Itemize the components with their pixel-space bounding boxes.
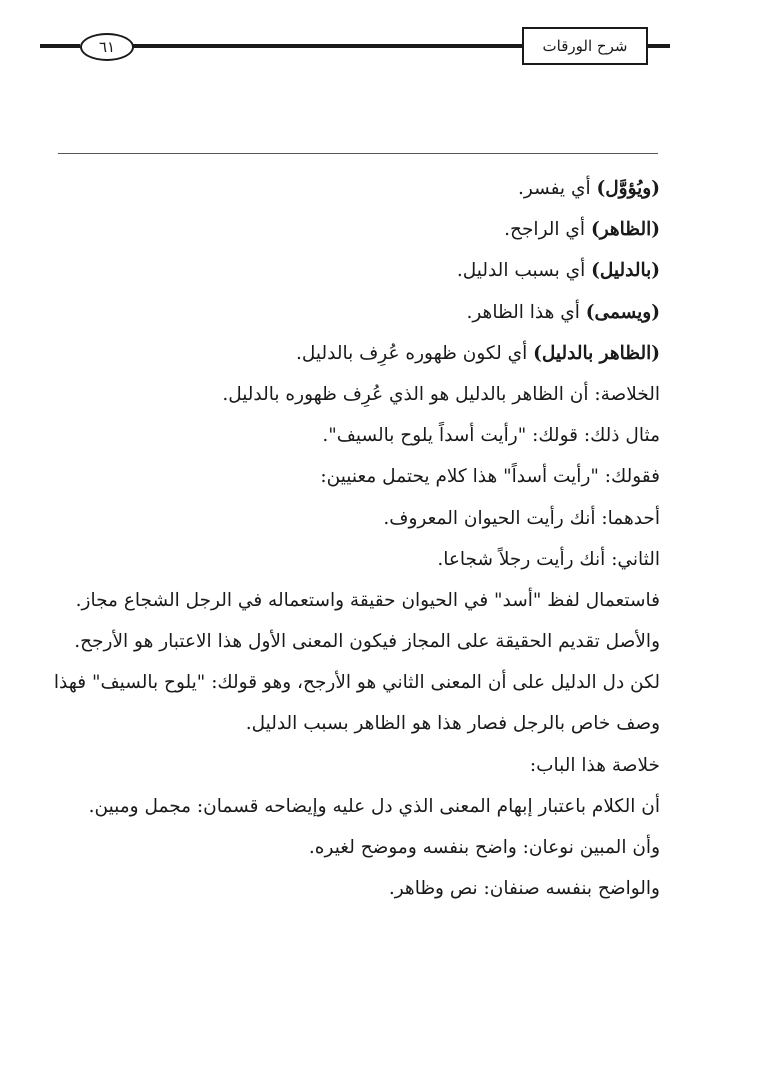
term: (ويُؤوَّل)	[596, 178, 660, 199]
paragraph-text: وصف خاص بالرجل فصار هذا هو الظاهر بسبب الدليل.	[245, 713, 660, 735]
text-line	[70, 374, 660, 415]
text-line	[70, 456, 660, 497]
header-separator	[58, 153, 658, 154]
gloss: أي هذا الظاهر.	[466, 301, 586, 323]
term: (الظاهر بالدليل)	[533, 342, 660, 364]
paragraph-text: وأن المبين نوعان: واضح بنفسه وموضح لغيره.	[308, 837, 660, 858]
gloss: أي لكون ظهوره عُرِف بالدليل.	[296, 342, 534, 364]
text-line	[70, 333, 660, 374]
text-line	[70, 292, 660, 333]
paragraph-text: والواضح بنفسه صنفان: نص وظاهر.	[388, 878, 660, 900]
text-line	[70, 703, 660, 744]
text-line	[70, 786, 660, 827]
term: (بالدليل)	[591, 260, 660, 282]
text-line	[70, 168, 660, 209]
header-rule-left	[40, 44, 80, 48]
paragraph-text: أحدهما: أنك رأيت الحيوان المعروف.	[383, 507, 660, 529]
text-line	[70, 827, 660, 868]
paragraph-text: الثاني: أنك رأيت رجلاً شجاعا.	[437, 548, 660, 570]
text-line	[70, 868, 660, 909]
term: (ويسمى)	[585, 301, 660, 323]
paragraph-text: والأصل تقديم الحقيقة على المجاز فيكون المعنى الأول هذا الاعتبار هو الأرجح.	[74, 631, 660, 653]
text-line	[53, 662, 660, 703]
page-number: ٦١	[80, 33, 134, 61]
text-line	[70, 209, 660, 250]
text-line	[70, 498, 660, 539]
paragraph-text: فقولك: "رأيت أسداً" هذا كلام يحتمل معنيين:	[320, 466, 660, 488]
text-line	[70, 250, 660, 291]
text-line	[70, 621, 660, 662]
page-header	[0, 0, 758, 80]
gloss: أي يفسر.	[517, 178, 597, 199]
header-rule	[112, 44, 522, 48]
text-line	[70, 745, 660, 786]
book-title: شرح الورقات	[522, 27, 648, 65]
gloss: أي الراجح.	[504, 219, 591, 241]
header-rule-right	[646, 44, 670, 48]
text-line	[70, 415, 660, 456]
gloss: أي بسبب الدليل.	[456, 260, 592, 282]
text-line	[70, 539, 660, 580]
page-body	[53, 168, 660, 909]
paragraph-text: مثال ذلك: قولك: "رأيت أسداً يلوح بالسيف".	[322, 425, 660, 447]
paragraph-text: الخلاصة: أن الظاهر بالدليل هو الذي عُرِف ظهوره بالدليل.	[222, 383, 660, 405]
text-line	[70, 580, 660, 621]
paragraph-text: أن الكلام باعتبار إبهام المعنى الذي دل عليه وإيضاحه قسمان: مجمل ومبين.	[88, 795, 660, 817]
paragraph-text: خلاصة هذا الباب:	[529, 754, 660, 776]
paragraph-text: فاستعمال لفظ "أسد" في الحيوان حقيقة واستعماله في الرجل الشجاع مجاز.	[75, 589, 660, 611]
paragraph-text: لكن دل الدليل على أن المعنى الثاني هو الأرجح، وهو قولك: "يلوح بالسيف" فهذا	[53, 672, 660, 694]
term: (الظاهر)	[590, 219, 660, 241]
